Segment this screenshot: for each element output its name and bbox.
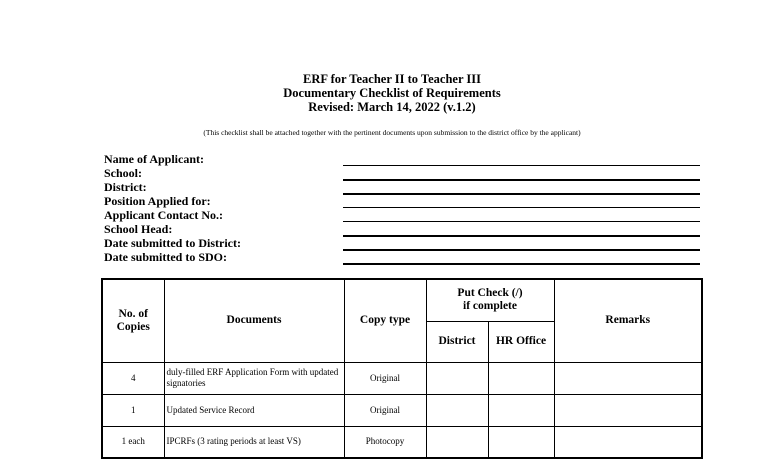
header-copies: No. of Copies bbox=[102, 279, 164, 362]
row-document: duly-filled ERF Application Form with updated signatories bbox=[164, 362, 344, 394]
row-copies: 1 bbox=[102, 394, 164, 426]
field-line-school-head[interactable] bbox=[343, 235, 700, 237]
row-copy-type: Original bbox=[344, 394, 426, 426]
header-remarks: Remarks bbox=[554, 279, 702, 362]
field-label-school: School: bbox=[104, 166, 143, 180]
row-district-check[interactable] bbox=[426, 362, 488, 394]
field-label-district: District: bbox=[104, 180, 147, 194]
table-row bbox=[102, 362, 702, 394]
form-subtitle: Documentary Checklist of Requirements bbox=[283, 86, 501, 100]
row-hr-check[interactable] bbox=[488, 362, 554, 394]
header-hr-office: HR Office bbox=[488, 321, 554, 362]
field-line-school[interactable] bbox=[343, 179, 700, 181]
field-line-name[interactable] bbox=[343, 165, 700, 166]
attachment-note: (This checklist shall be attached together with the pertinent documents upon submission to the district office by the applicant) bbox=[203, 128, 581, 137]
row-hr-check[interactable] bbox=[488, 394, 554, 426]
row-district-check[interactable] bbox=[426, 394, 488, 426]
header-put-check-line2: if complete bbox=[463, 300, 517, 313]
row-copy-type: Original bbox=[344, 362, 426, 394]
header-put-check-line1: Put Check (/) bbox=[457, 287, 523, 300]
row-document: IPCRFs (3 rating periods at least VS) bbox=[164, 426, 344, 458]
header-copy-type: Copy type bbox=[344, 279, 426, 362]
row-copies: 4 bbox=[102, 362, 164, 394]
field-label-date-sdo: Date submitted to SDO: bbox=[104, 250, 227, 264]
field-label-position: Position Applied for: bbox=[104, 194, 211, 208]
field-line-contact[interactable] bbox=[343, 221, 700, 222]
field-line-date-district[interactable] bbox=[343, 249, 700, 251]
requirements-table bbox=[101, 278, 703, 459]
header-district: District bbox=[426, 321, 488, 362]
row-copies: 1 each bbox=[102, 426, 164, 458]
field-line-district[interactable] bbox=[343, 193, 700, 195]
row-hr-check[interactable] bbox=[488, 426, 554, 458]
table-row bbox=[102, 426, 702, 458]
field-line-date-sdo[interactable] bbox=[343, 263, 700, 265]
row-copy-type: Photocopy bbox=[344, 426, 426, 458]
revision-date: Revised: March 14, 2022 (v.1.2) bbox=[308, 100, 476, 114]
header-documents: Documents bbox=[164, 279, 344, 362]
row-remarks[interactable] bbox=[554, 426, 702, 458]
field-label-contact: Applicant Contact No.: bbox=[104, 208, 223, 222]
row-district-check[interactable] bbox=[426, 426, 488, 458]
row-remarks[interactable] bbox=[554, 394, 702, 426]
table-row bbox=[102, 394, 702, 426]
form-title: ERF for Teacher II to Teacher III bbox=[302, 72, 482, 86]
field-label-date-district: Date submitted to District: bbox=[104, 236, 241, 250]
row-remarks[interactable] bbox=[554, 362, 702, 394]
field-label-name: Name of Applicant: bbox=[104, 152, 204, 166]
field-line-position[interactable] bbox=[343, 207, 700, 208]
field-label-school-head: School Head: bbox=[104, 222, 173, 236]
row-document: Updated Service Record bbox=[164, 394, 344, 426]
header-put-check bbox=[426, 279, 554, 321]
